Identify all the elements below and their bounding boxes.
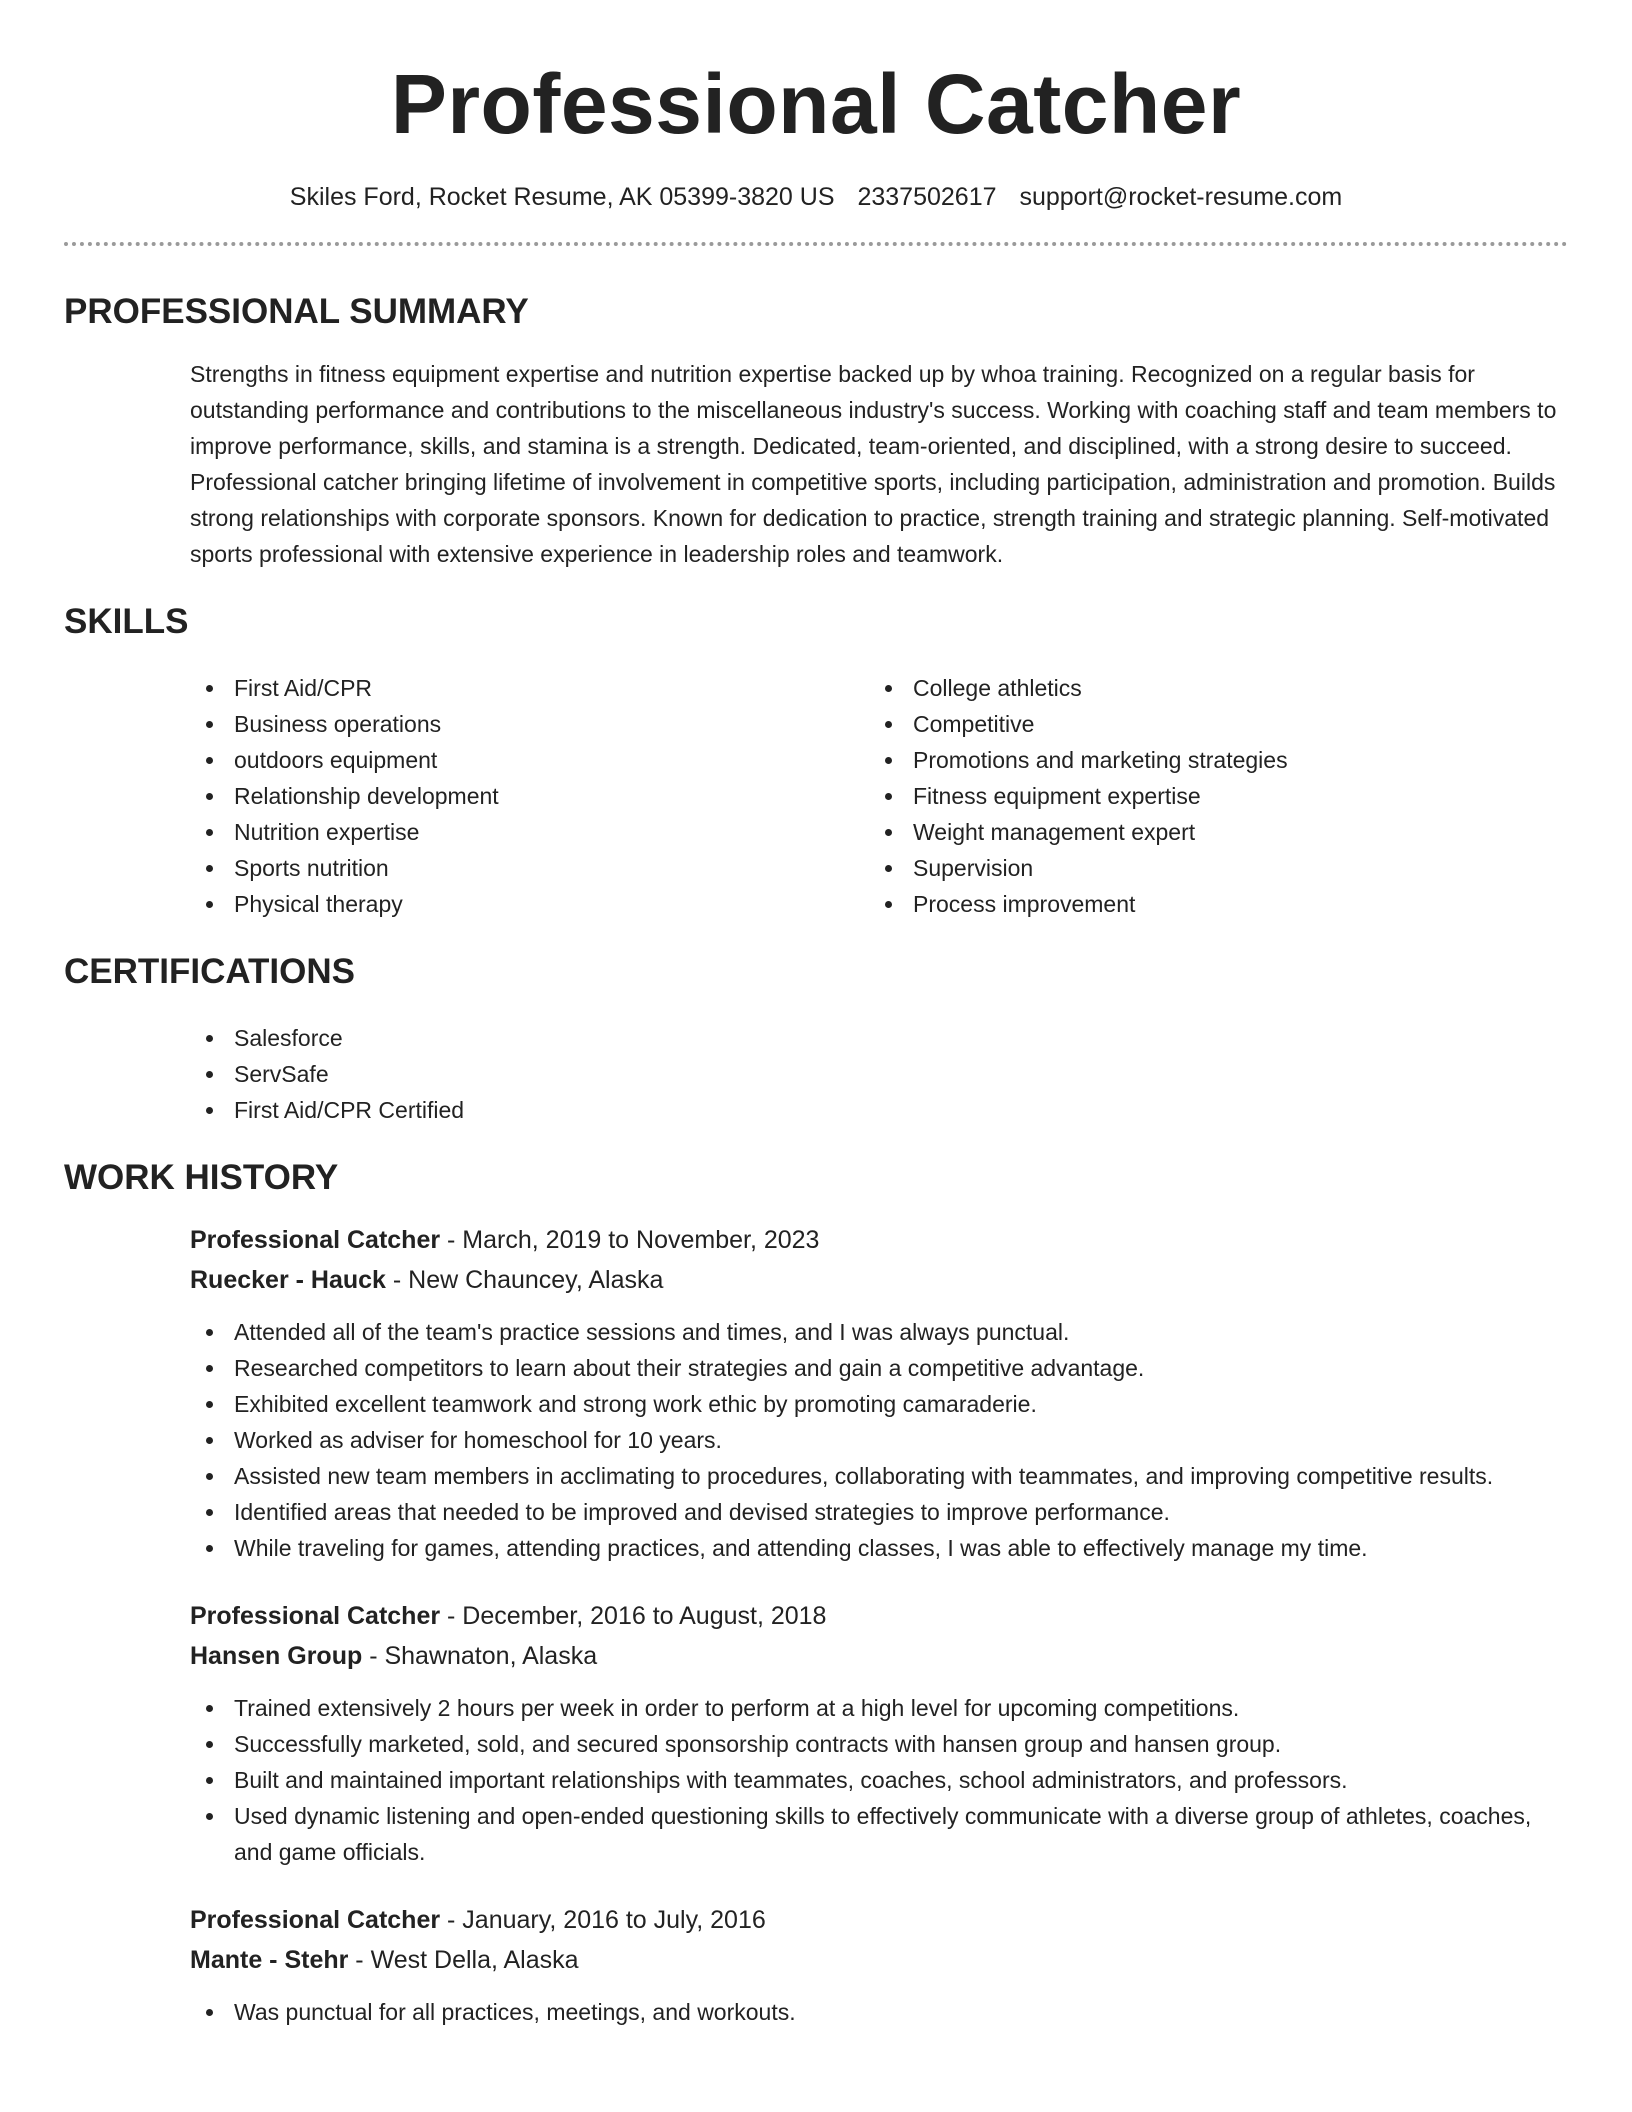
job-company: Ruecker - Hauck (190, 1266, 386, 1294)
duty-item: Trained extensively 2 hours per week in order to perform at a high level for upcoming competitions. (190, 1690, 1568, 1726)
header-divider (64, 242, 1568, 246)
skill-item: Sports nutrition (190, 850, 869, 886)
skill-item: Nutrition expertise (190, 814, 869, 850)
job-dates: - December, 2016 to August, 2018 (440, 1602, 827, 1630)
job-dates: - March, 2019 to November, 2023 (440, 1226, 820, 1254)
skill-item: Competitive (869, 706, 1548, 742)
job-entry (190, 1596, 1568, 1870)
duty-item: Assisted new team members in acclimating to procedures, collaborating with teammates, and improving competitive results. (190, 1458, 1568, 1494)
job-entry (190, 1220, 1568, 1566)
summary-heading: PROFESSIONAL SUMMARY (64, 292, 529, 331)
job-duties (190, 1994, 1568, 2030)
contact-line (64, 182, 1568, 212)
duty-item: While traveling for games, attending practices, and attending classes, I was able to effectively manage my time. (190, 1530, 1568, 1566)
job-company: Hansen Group (190, 1642, 363, 1670)
summary-text: Strengths in fitness equipment expertise and nutrition expertise backed up by whoa training. Recognized on a regular basis for outstanding performance and contributions to the miscellaneous industry's success. Working with coaching staff and team members to improve performance, skills, and stamina is a strength. Dedicated, team-oriented, and disciplined, with a strong desire to succeed. Professional catcher bringing lifetime of involvement in competitive sports, including participation, administration and promotion. Builds strong relationships with corporate sponsors. Known for dedication to practice, strength training and strategic planning. Self-motivated sports professional with extensive experience in leadership roles and teamwork. (190, 361, 1557, 567)
job-title-line (190, 1220, 1568, 1260)
job-duties (190, 1690, 1568, 1870)
job-title-line (190, 1596, 1568, 1636)
skill-item: College athletics (869, 670, 1548, 706)
job-dates: - January, 2016 to July, 2016 (440, 1906, 766, 1934)
job-company: Mante - Stehr (190, 1946, 349, 1974)
job-location: - New Chauncey, Alaska (385, 1266, 664, 1294)
contact-email: support@rocket-resume.com (1019, 183, 1343, 211)
job-location: - Shawnaton, Alaska (362, 1642, 598, 1670)
duty-item: Attended all of the team's practice sessions and times, and I was always punctual. (190, 1314, 1568, 1350)
duty-item: Was punctual for all practices, meetings, and workouts. (190, 1994, 1568, 2030)
job-title: Professional Catcher (190, 1906, 441, 1934)
skills-list-left (190, 670, 869, 922)
job-location: - West Della, Alaska (348, 1946, 579, 1974)
certification-item: First Aid/CPR Certified (190, 1092, 1568, 1128)
contact-address: Skiles Ford, Rocket Resume, AK 05399-3820 US (289, 183, 835, 211)
skill-item: Physical therapy (190, 886, 869, 922)
skill-item: First Aid/CPR (190, 670, 869, 706)
resume-name: Professional Catcher (390, 57, 1242, 151)
job-title: Professional Catcher (190, 1602, 441, 1630)
certifications-list (190, 1020, 1568, 1128)
job-company-line (190, 1940, 1568, 1980)
certification-item: ServSafe (190, 1056, 1568, 1092)
skill-item: Fitness equipment expertise (869, 778, 1548, 814)
skill-item: outdoors equipment (190, 742, 869, 778)
skill-item: Promotions and marketing strategies (869, 742, 1548, 778)
duty-item: Identified areas that needed to be improved and devised strategies to improve performance. (190, 1494, 1568, 1530)
skill-item: Relationship development (190, 778, 869, 814)
certification-item: Salesforce (190, 1020, 1568, 1056)
certifications-heading: CERTIFICATIONS (64, 952, 356, 991)
work-history-heading: WORK HISTORY (64, 1158, 339, 1197)
job-duties (190, 1314, 1568, 1566)
job-company-line (190, 1260, 1568, 1300)
job-title: Professional Catcher (190, 1226, 441, 1254)
contact-phone: 2337502617 (857, 183, 997, 211)
duty-item: Researched competitors to learn about their strategies and gain a competitive advantage. (190, 1350, 1568, 1386)
resume-page (64, 0, 1568, 2030)
duty-item: Built and maintained important relationships with teammates, coaches, school administrators, and professors. (190, 1762, 1568, 1798)
skill-item: Business operations (190, 706, 869, 742)
job-company-line (190, 1636, 1568, 1676)
duty-item: Worked as adviser for homeschool for 10 years. (190, 1422, 1568, 1458)
job-title-line (190, 1900, 1568, 1940)
skills-columns (64, 670, 1568, 922)
job-entry (190, 1900, 1568, 2030)
duty-item: Used dynamic listening and open-ended questioning skills to effectively communicate with a diverse group of athletes, coaches, and game officials. (190, 1798, 1568, 1870)
skill-item: Supervision (869, 850, 1548, 886)
duty-item: Exhibited excellent teamwork and strong work ethic by promoting camaraderie. (190, 1386, 1568, 1422)
skill-item: Process improvement (869, 886, 1548, 922)
skill-item: Weight management expert (869, 814, 1548, 850)
skills-list-right (869, 670, 1548, 922)
duty-item: Successfully marketed, sold, and secured sponsorship contracts with hansen group and hansen group. (190, 1726, 1568, 1762)
skills-heading: SKILLS (64, 602, 189, 641)
